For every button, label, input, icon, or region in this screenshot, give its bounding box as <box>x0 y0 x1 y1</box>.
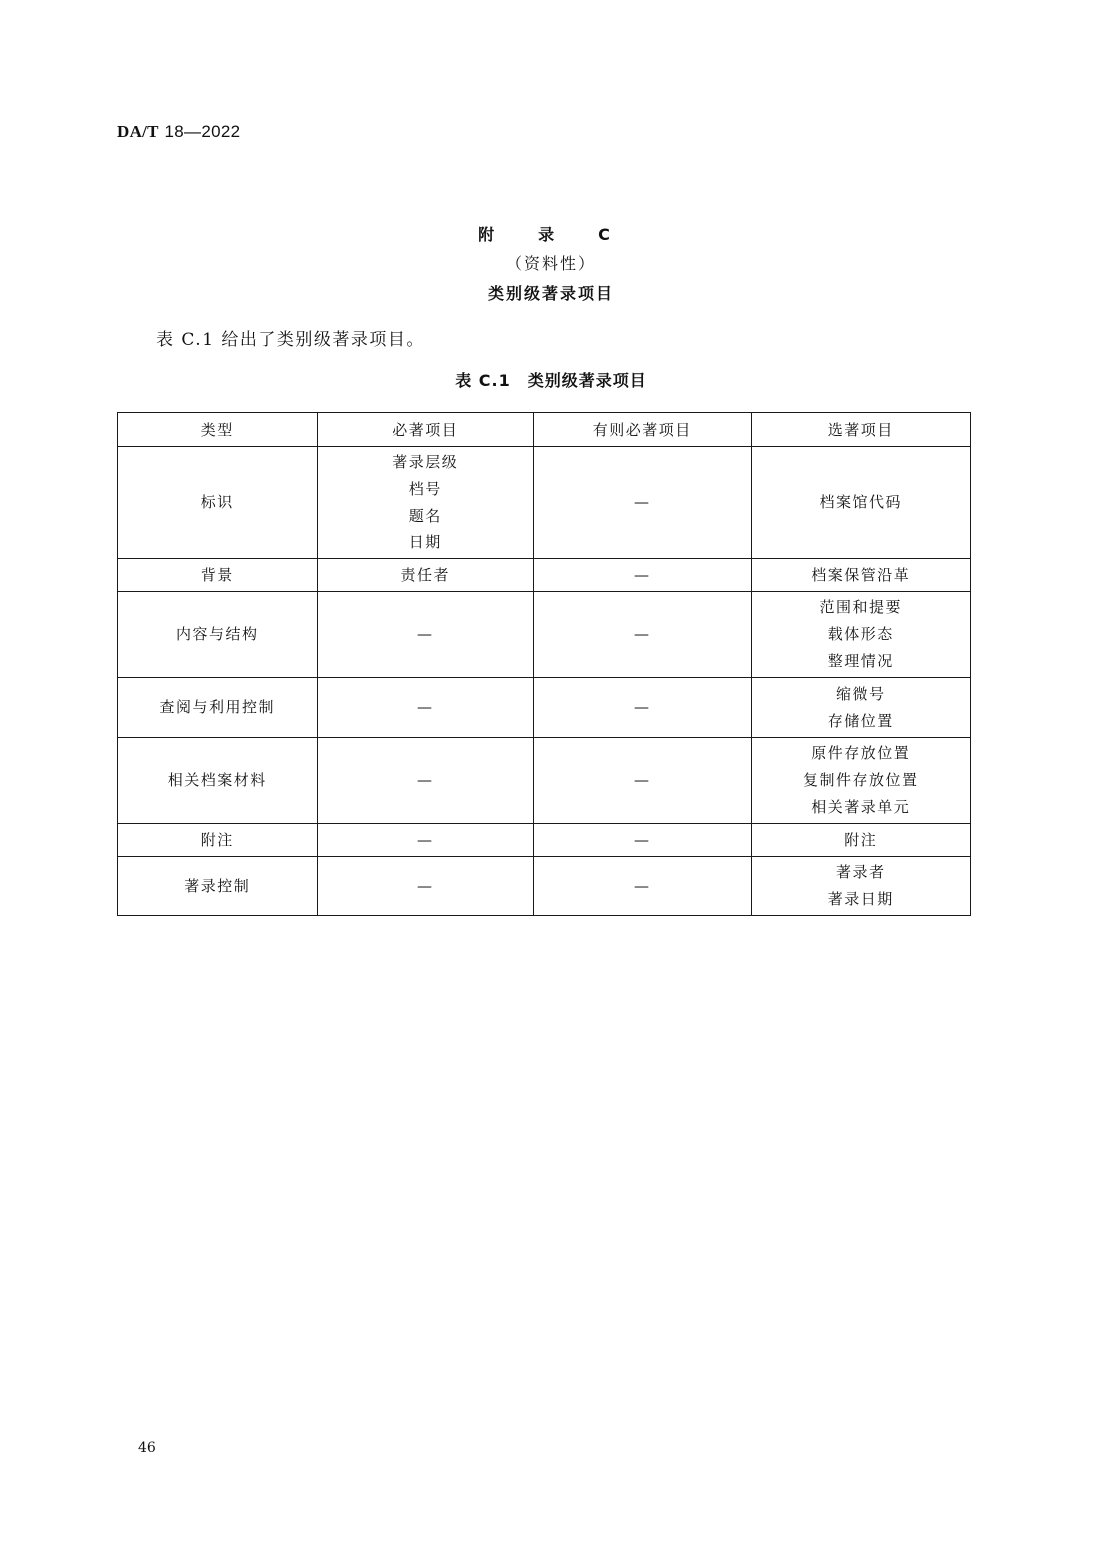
cell-mandatory <box>317 738 533 824</box>
cell-conditional <box>534 678 751 738</box>
cell-conditional <box>534 447 751 559</box>
cell-mandatory <box>317 678 533 738</box>
cell-conditional <box>534 824 751 857</box>
description-items-table <box>117 412 971 916</box>
cell-optional-line: 相关著录单元 <box>811 797 911 816</box>
cell-conditional <box>534 857 751 916</box>
cell-optional <box>751 447 971 559</box>
cell-optional-line: 档案保管沿革 <box>811 565 911 584</box>
document-code <box>117 122 240 142</box>
cell-type <box>118 592 318 678</box>
intro-paragraph: 表 C.1 给出了类别级著录项目。 <box>156 330 425 350</box>
cell-mandatory-line: 日期 <box>408 533 442 552</box>
table-row <box>118 559 971 592</box>
cell-mandatory <box>317 857 533 916</box>
cell-optional-line: 范围和提要 <box>819 598 902 617</box>
cell-mandatory-line: 著录层级 <box>392 453 459 472</box>
cell-optional <box>751 738 971 824</box>
cell-optional-line: 附注 <box>844 830 878 849</box>
cell-type-text: 查阅与利用控制 <box>159 698 276 717</box>
table-row <box>118 857 971 916</box>
table-row <box>118 678 971 738</box>
cell-type <box>118 824 318 857</box>
cell-mandatory <box>317 592 533 678</box>
cell-optional <box>751 857 971 916</box>
cell-type-text: 标识 <box>200 493 234 512</box>
header-mandatory: 必著项目 <box>317 413 533 447</box>
cell-optional-line: 缩微号 <box>835 684 886 703</box>
cell-optional <box>751 559 971 592</box>
cell-type <box>118 447 318 559</box>
cell-mandatory <box>317 559 533 592</box>
cell-optional-line: 著录者 <box>835 863 886 882</box>
cell-type <box>118 857 318 916</box>
cell-mandatory-line: — <box>417 876 434 895</box>
cell-mandatory-line: 责任者 <box>400 565 451 584</box>
cell-conditional-line: — <box>634 625 651 644</box>
table-header-row <box>118 413 971 447</box>
cell-type-text: 著录控制 <box>184 876 251 895</box>
appendix-nature: （资料性） <box>505 254 596 273</box>
table-row <box>118 738 971 824</box>
table-row <box>118 592 971 678</box>
cell-type-text: 内容与结构 <box>176 625 259 644</box>
cell-type <box>118 738 318 824</box>
cell-conditional-line: — <box>634 493 651 512</box>
cell-type <box>118 559 318 592</box>
cell-type-text: 附注 <box>200 830 234 849</box>
cell-conditional-line: — <box>634 830 651 849</box>
cell-optional-line: 档案馆代码 <box>819 493 902 512</box>
header-conditional: 有则必著项目 <box>534 413 751 447</box>
table-row <box>118 447 971 559</box>
cell-mandatory-line: — <box>417 698 434 717</box>
appendix-subject: 类别级著录项目 <box>487 284 614 303</box>
cell-type-text: 相关档案材料 <box>167 771 267 790</box>
cell-conditional <box>534 738 751 824</box>
cell-mandatory-line: — <box>417 771 434 790</box>
cell-mandatory-line: 档号 <box>408 479 442 498</box>
cell-conditional-line: — <box>634 771 651 790</box>
document-code-prefix: DA/T <box>117 122 159 141</box>
cell-optional-line: 载体形态 <box>827 625 894 644</box>
cell-conditional-line: — <box>634 565 651 584</box>
cell-optional <box>751 592 971 678</box>
cell-optional-line: 复制件存放位置 <box>802 771 919 790</box>
cell-mandatory-line: — <box>417 625 434 644</box>
cell-conditional <box>534 559 751 592</box>
table-body <box>118 447 971 916</box>
cell-mandatory-line: — <box>417 830 434 849</box>
cell-type <box>118 678 318 738</box>
cell-conditional-line: — <box>634 698 651 717</box>
document-code-number: 18—2022 <box>164 122 241 141</box>
cell-mandatory <box>317 824 533 857</box>
page-number: 46 <box>138 1440 156 1456</box>
appendix-title: 附 录 C <box>478 225 624 244</box>
header-type: 类型 <box>118 413 318 447</box>
table-caption: 表 C.1 类别级著录项目 <box>455 371 647 390</box>
cell-mandatory-line: 题名 <box>408 506 442 525</box>
cell-optional <box>751 824 971 857</box>
cell-conditional-line: — <box>634 876 651 895</box>
cell-conditional <box>534 592 751 678</box>
cell-optional <box>751 678 971 738</box>
table-header <box>118 413 971 447</box>
cell-optional-line: 存储位置 <box>827 711 894 730</box>
cell-optional-line: 整理情况 <box>827 651 894 670</box>
table-row <box>118 824 971 857</box>
cell-mandatory <box>317 447 533 559</box>
cell-optional-line: 原件存放位置 <box>811 744 911 763</box>
cell-optional-line: 著录日期 <box>827 890 894 908</box>
cell-type-text: 背景 <box>200 565 234 584</box>
header-optional: 选著项目 <box>751 413 971 447</box>
